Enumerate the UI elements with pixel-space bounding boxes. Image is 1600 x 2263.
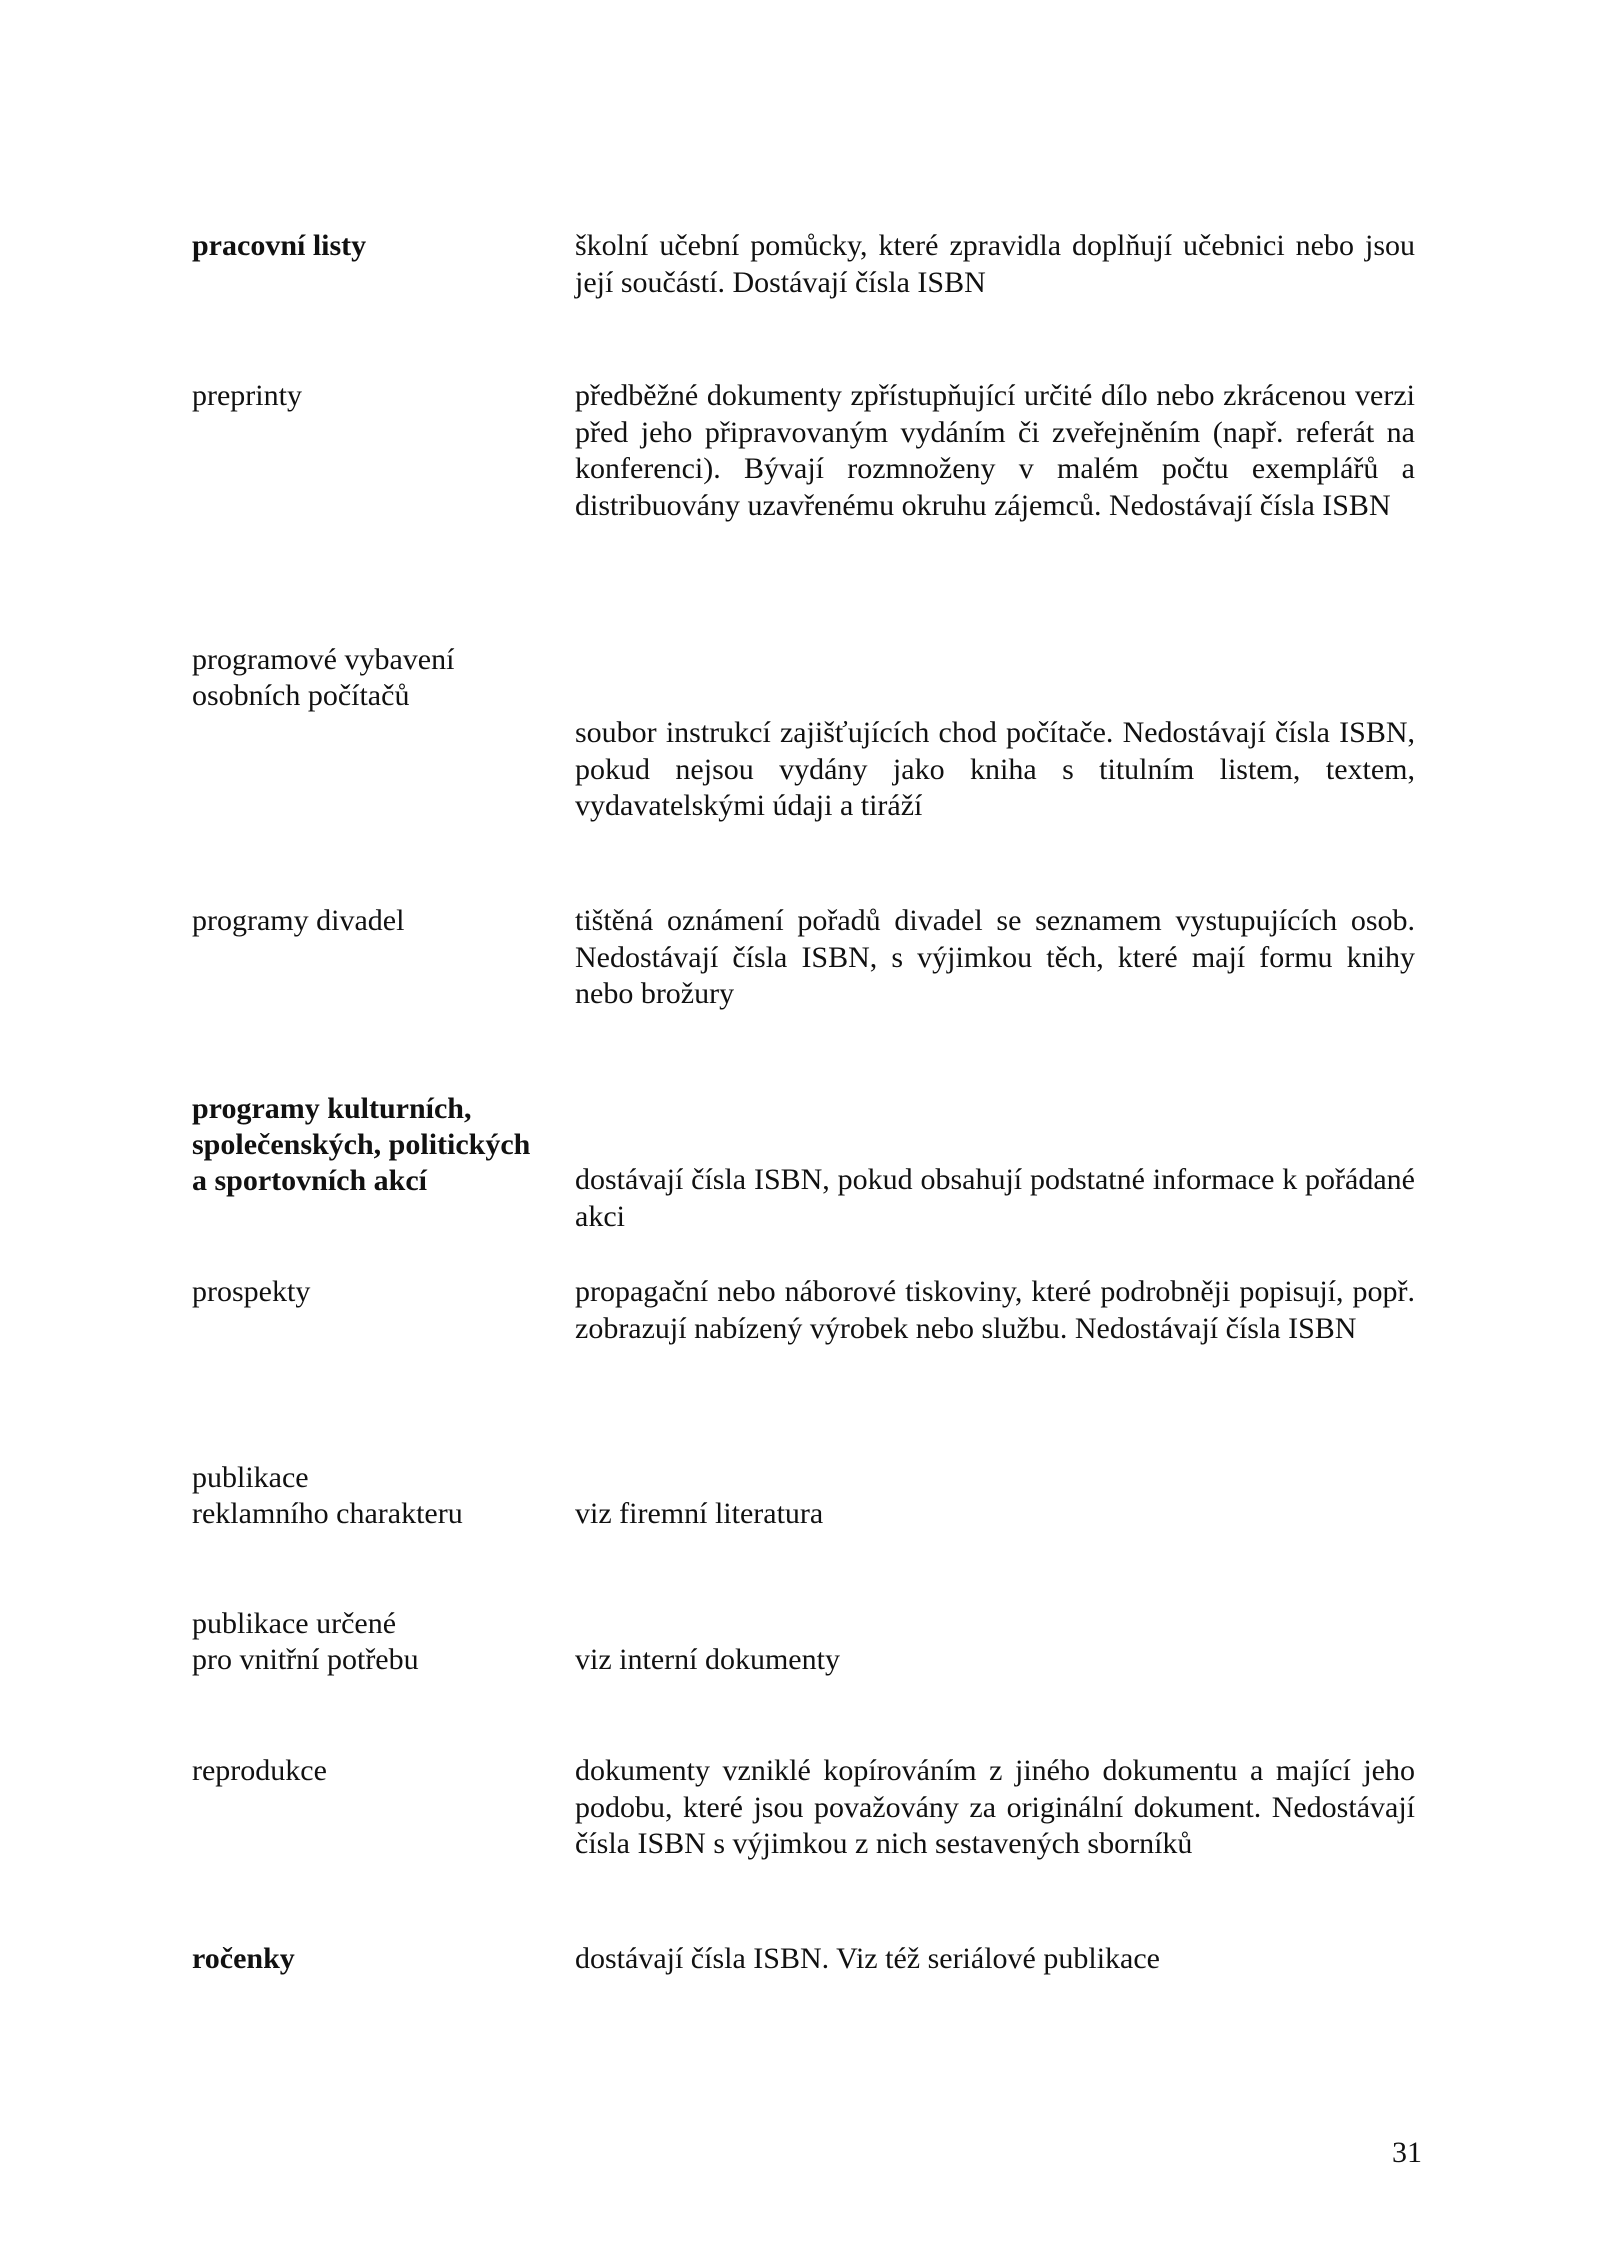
entry-definition: propagační nebo náborové tiskoviny, které podrobněji popisují, popř. zobrazují nabízený výrobek nebo službu. Nedostávají čísla ISBN bbox=[575, 1275, 1415, 1345]
entry-term: preprinty bbox=[192, 379, 302, 412]
entry-definition: dokumenty vzniklé kopírováním z jiného dokumentu a mající jeho podobu, které jsou považovány za originální dokument. Nedostávají čísla ISBN s výjimkou z nich sestavených sborníků bbox=[575, 1754, 1415, 1860]
entry-term: reprodukce bbox=[192, 1754, 327, 1787]
entry-term: programy kulturních, společenských, politických a sportovních akcí bbox=[192, 1092, 531, 1197]
entry-definition: dostávají čísla ISBN. Viz též seriálové publikace bbox=[575, 1942, 1160, 1975]
entry-term: publikace určené pro vnitřní potřebu bbox=[192, 1607, 419, 1676]
entry-definition: viz interní dokumenty bbox=[575, 1643, 840, 1676]
entry-definition: školní učební pomůcky, které zpravidla doplňují učebnici nebo jsou její součástí. Dostávají čísla ISBN bbox=[575, 229, 1415, 299]
entry-definition: viz firemní literatura bbox=[575, 1497, 824, 1530]
entry-term: pracovní listy bbox=[192, 229, 367, 262]
entry-definition: dostávají čísla ISBN, pokud obsahují podstatné informace k pořádané akci bbox=[575, 1163, 1415, 1233]
entry-definition: tištěná oznámení pořadů divadel se seznamem vystupujících osob. Nedostávají čísla ISBN, s výjimkou těch, které mají formu knihy nebo brožury bbox=[575, 904, 1415, 1010]
page-number: 31 bbox=[1392, 2136, 1422, 2169]
entry-term: ročenky bbox=[192, 1942, 295, 1975]
entry-term: prospekty bbox=[192, 1275, 311, 1308]
entry-term: programy divadel bbox=[192, 904, 405, 937]
entry-definition: předběžné dokumenty zpřístupňující určité dílo nebo zkrácenou verzi před jeho připravovaným vydáním či zveřejněním (např. referát na konferenci). Bývají rozmnoženy v malém počtu exemplářů a distribuovány uzavřenému okruhu zájemců. Nedostávají čísla ISBN bbox=[575, 379, 1415, 522]
entry-term: publikace reklamního charakteru bbox=[192, 1461, 463, 1530]
entry-definition: soubor instrukcí zajišťujících chod počítače. Nedostávají čísla ISBN, pokud nejsou vydány jako kniha s titulním listem, textem, vydavatelskými údaji a tiráží bbox=[575, 716, 1415, 822]
entry-term: programové vybavení osobních počítačů bbox=[192, 643, 455, 712]
